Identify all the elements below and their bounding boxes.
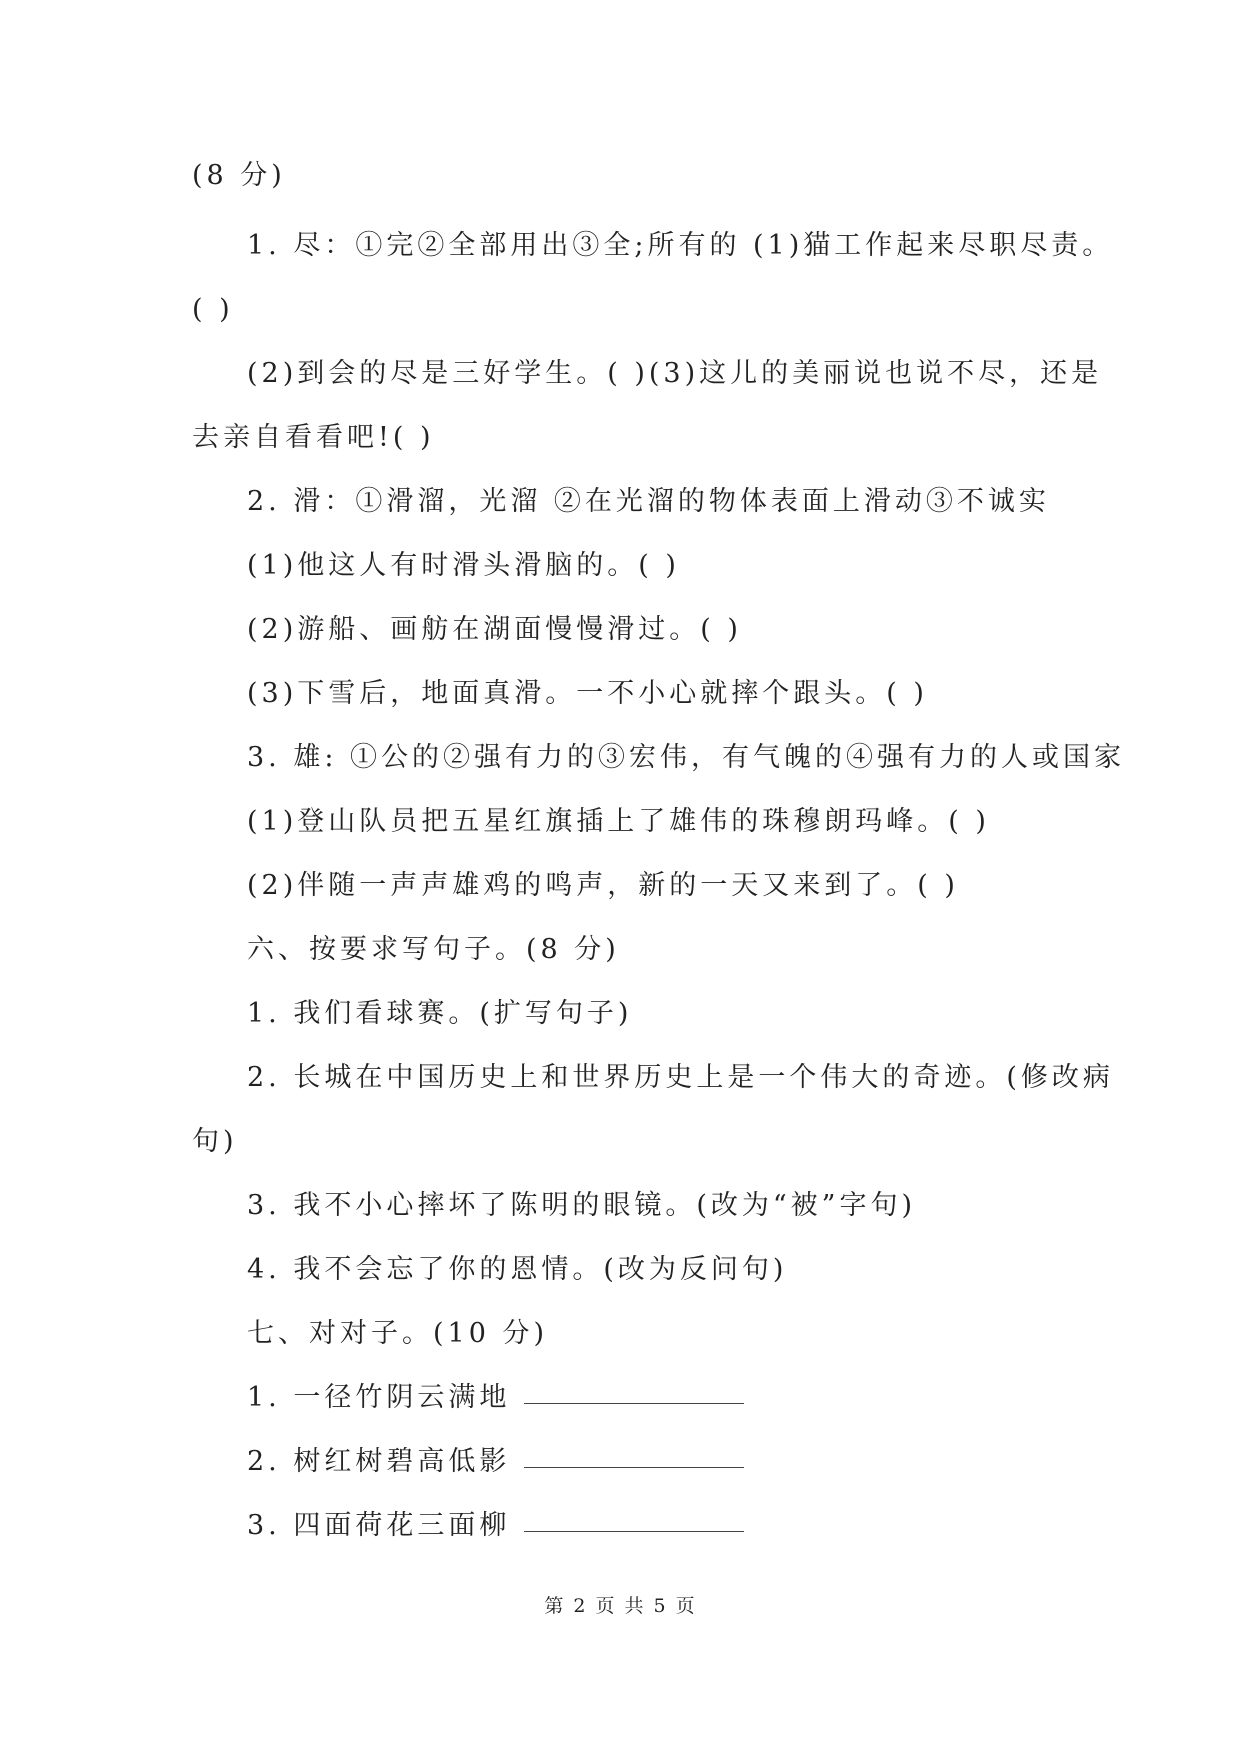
question-2-sentence-3: (3)下雪后，地面真滑。一不小心就摔个跟头。( ) (247, 678, 928, 709)
section-6-item-1: 1. 我们看球赛。(扩写句子) (247, 998, 633, 1029)
question-3-definition: 3. 雄: ①公的②强有力的③宏伟，有气魄的④强有力的人或国家 (247, 742, 1126, 773)
section-6-item-3: 3. 我不小心摔坏了陈明的眼镜。(改为“被”字句) (247, 1190, 917, 1221)
section-6-item-2-cont: 句) (192, 1126, 238, 1157)
question-1-sentence-3-cont: 去亲自看看吧!( ) (192, 422, 435, 453)
couplet-item-1-text: 1. 一径竹阴云满地 (247, 1382, 511, 1413)
page-footer: 第 2 页 共 5 页 (544, 1595, 697, 1617)
section-6-item-2: 2. 长城在中国历史上和世界历史上是一个伟大的奇迹。(修改病 (247, 1062, 1114, 1093)
question-1-definition: 1. 尽：①完②全部用出③全;所有的 (1)猫工作起来尽职尽责。 (247, 230, 1114, 261)
couplet-item-3 (247, 1508, 744, 1544)
question-1-blank: ( ) (192, 294, 234, 325)
question-3-sentence-2: (2)伴随一声声雄鸡的鸣声，新的一天又来到了。( ) (247, 870, 959, 901)
couplet-item-2-text: 2. 树红树碧高低影 (247, 1446, 511, 1477)
couplet-item-3-text: 3. 四面荷花三面柳 (247, 1510, 511, 1541)
question-1-sentence-2: (2)到会的尽是三好学生。( )(3)这儿的美丽说也说不尽，还是 (247, 358, 1103, 389)
section-6-heading: 六、按要求写句子。(8 分) (247, 934, 620, 965)
answer-blank-1 (524, 1402, 744, 1404)
answer-blank-2 (524, 1466, 744, 1468)
answer-blank-3 (524, 1530, 744, 1532)
question-2-definition: 2. 滑：①滑溜，光溜 ②在光溜的物体表面上滑动③不诚实 (247, 486, 1050, 517)
score-note: (8 分) (192, 160, 286, 191)
couplet-item-1 (247, 1380, 744, 1416)
section-7-heading: 七、对对子。(10 分) (247, 1318, 549, 1349)
section-6-item-4: 4. 我不会忘了你的恩情。(改为反问句) (247, 1254, 788, 1285)
couplet-item-2 (247, 1444, 744, 1480)
question-2-sentence-1: (1)他这人有时滑头滑脑的。( ) (247, 550, 680, 581)
question-3-sentence-1: (1)登山队员把五星红旗插上了雄伟的珠穆朗玛峰。( ) (247, 806, 990, 837)
question-2-sentence-2: (2)游船、画舫在湖面慢慢滑过。( ) (247, 614, 742, 645)
